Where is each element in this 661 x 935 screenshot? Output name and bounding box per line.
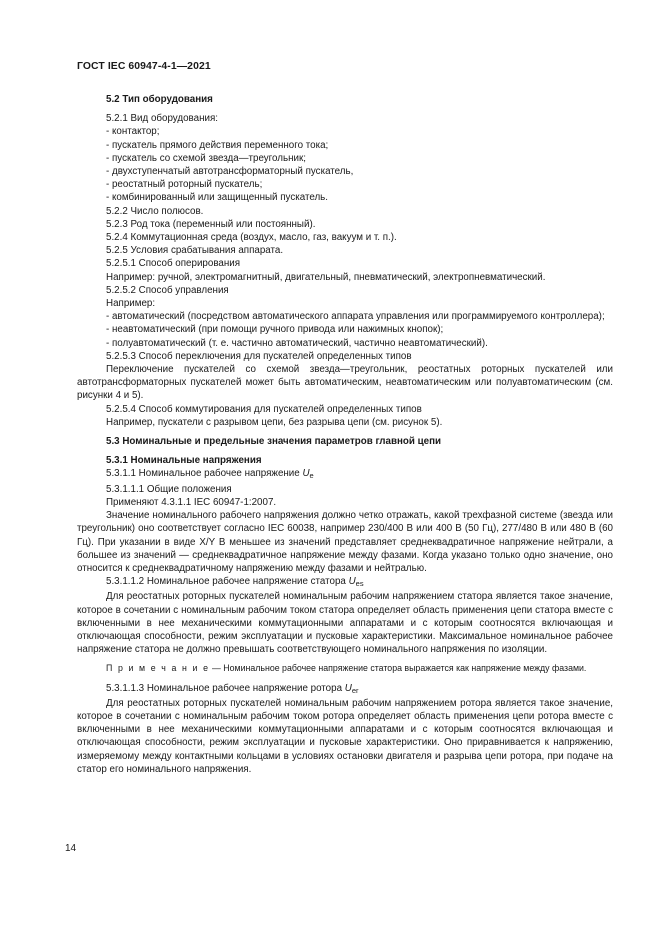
clause-5-3-1-1: 5.3.1.1 Номинальное рабочее напряжение $U_e$ xyxy=(106,468,314,481)
clause-5-2-1: 5.2.1 Вид оборудования: xyxy=(106,113,218,125)
section-heading-5-3: 5.3 Номинальные и предельные значения параметров главной цепи xyxy=(106,436,442,448)
page-number: 14 xyxy=(65,843,77,854)
clause-5-2-5: 5.2.5 Условия срабатывания аппарата. xyxy=(106,245,284,257)
clause-5-2-2: 5.2.2 Число полюсов. xyxy=(106,205,204,217)
clause-5-3-1-1-3: 5.3.1.1.3 Номинальное рабочее напряжение ротора $U_{er}$ xyxy=(106,682,359,695)
list-item: - полуавтоматический (т. е. частично автоматический, частично неавтоматический). xyxy=(106,337,488,349)
list-item: - реостатный роторный пускатель; xyxy=(106,179,263,191)
note: П р и м е ч а н и е — Номинальное рабочее напряжение статора выражается как напряжение между фазами. xyxy=(106,663,587,674)
list-item: - пускатель со схемой звезда—треугольник; xyxy=(106,152,306,164)
list-item: - комбинированный или защищенный пускатель. xyxy=(106,192,328,204)
paragraph: Переключение пускателей со схемой звезда—треугольник, реостатных роторных пускателей или автотрансформаторных пускателей может быть автоматическим, неавтоматическим или полуавтоматическим (см. рисунки 4 и 5). xyxy=(77,364,613,402)
list-item: - контактор; xyxy=(106,126,160,138)
paragraph: Например: xyxy=(106,298,156,310)
document-header: ГОСТ IEC 60947-4-1—2021 xyxy=(77,61,211,72)
clause-5-2-3: 5.2.3 Род тока (переменный или постоянный). xyxy=(106,218,316,230)
clause-5-2-5-1: 5.2.5.1 Способ оперирования xyxy=(106,258,241,270)
clause-5-2-5-2: 5.2.5.2 Способ управления xyxy=(106,284,229,296)
clause-5-2-5-3: 5.2.5.3 Способ переключения для пускателей определенных типов xyxy=(106,350,412,362)
paragraph: Например: ручной, электромагнитный, двигательный, пневматический, электропневматический. xyxy=(106,271,546,283)
document-body xyxy=(77,93,613,776)
clause-5-2-5-4: 5.2.5.4 Способ коммутирования для пускателей определенных типов xyxy=(106,403,422,415)
list-item: - двухступенчатый автотрансформаторный пускатель, xyxy=(106,166,354,178)
list-item: - неавтоматический (при помощи ручного привода или нажимных кнопок); xyxy=(106,324,444,336)
clause-5-3-1-1-2: 5.3.1.1.2 Номинальное рабочее напряжение статора $U_{es}$ xyxy=(106,576,364,589)
list-item: - пускатель прямого действия переменного тока; xyxy=(106,139,329,151)
paragraph: Применяют 4.3.1.1 IEC 60947-1:2007. xyxy=(106,496,277,508)
clause-5-3-1: 5.3.1 Номинальные напряжения xyxy=(106,455,262,467)
paragraph: Для реостатных роторных пускателей номинальным рабочим напряжением ротора является такое значение, которое в сочетании с номинальным рабочим током ротора определяет область применения цепи ротора вместе с включенными в нее механическими коммутационными аппаратами и с которым соотносятся включающая и отключающая способности, режим эксплуатации и пусковые характеристики. Оно приравнивается к напряжению, измеряемому между контактными кольцами в условиях остановки двигателя и разрыва цепи ротора, при подаче на статор его номинального напряжения. xyxy=(77,697,613,775)
section-heading-5-2: 5.2 Тип оборудования xyxy=(106,94,213,105)
list-item: - автоматический (посредством автоматического аппарата управления или программируемого контроллера); xyxy=(106,311,605,323)
paragraph: Например, пускатели с разрывом цепи, без разрыва цепи (см. рисунок 5). xyxy=(106,416,443,428)
paragraph: Для реостатных роторных пускателей номинальным рабочим напряжением статора является такое значение, которое в сочетании с номинальным рабочим током статора определяет область применения цепи статора вместе с включенными в нее механическими коммутационными аппаратами и с которым соотносятся включающая и отключающая способности, режим эксплуатации и пусковые характеристики. Максимальное номинальное рабочее напряжение статора не должно превышать соответствующего номинального напряжения по изоляции. xyxy=(77,591,613,656)
clause-5-2-4: 5.2.4 Коммутационная среда (воздух, масло, газ, вакуум и т. п.). xyxy=(106,232,397,244)
clause-5-3-1-1-1: 5.3.1.1.1 Общие положения xyxy=(106,483,232,495)
paragraph: Значение номинального рабочего напряжения должно четко отражать, какой трехфазной системе (звезда или треугольник) оно соответствует согласно IEC 60038, например 230/400 В или 400 В (50 Гц), 277/480 В или 480 В (60 Гц). При указании в виде X/Y В меньшее из значений представляет среднеквадратичное напряжение нейтрали, а большее из значений — среднеквадратичное напряжение между фазами. Когда указано только одно значение, оно относится к среднеквадратичному напряжению между фазами и нейтралью. xyxy=(77,510,613,574)
